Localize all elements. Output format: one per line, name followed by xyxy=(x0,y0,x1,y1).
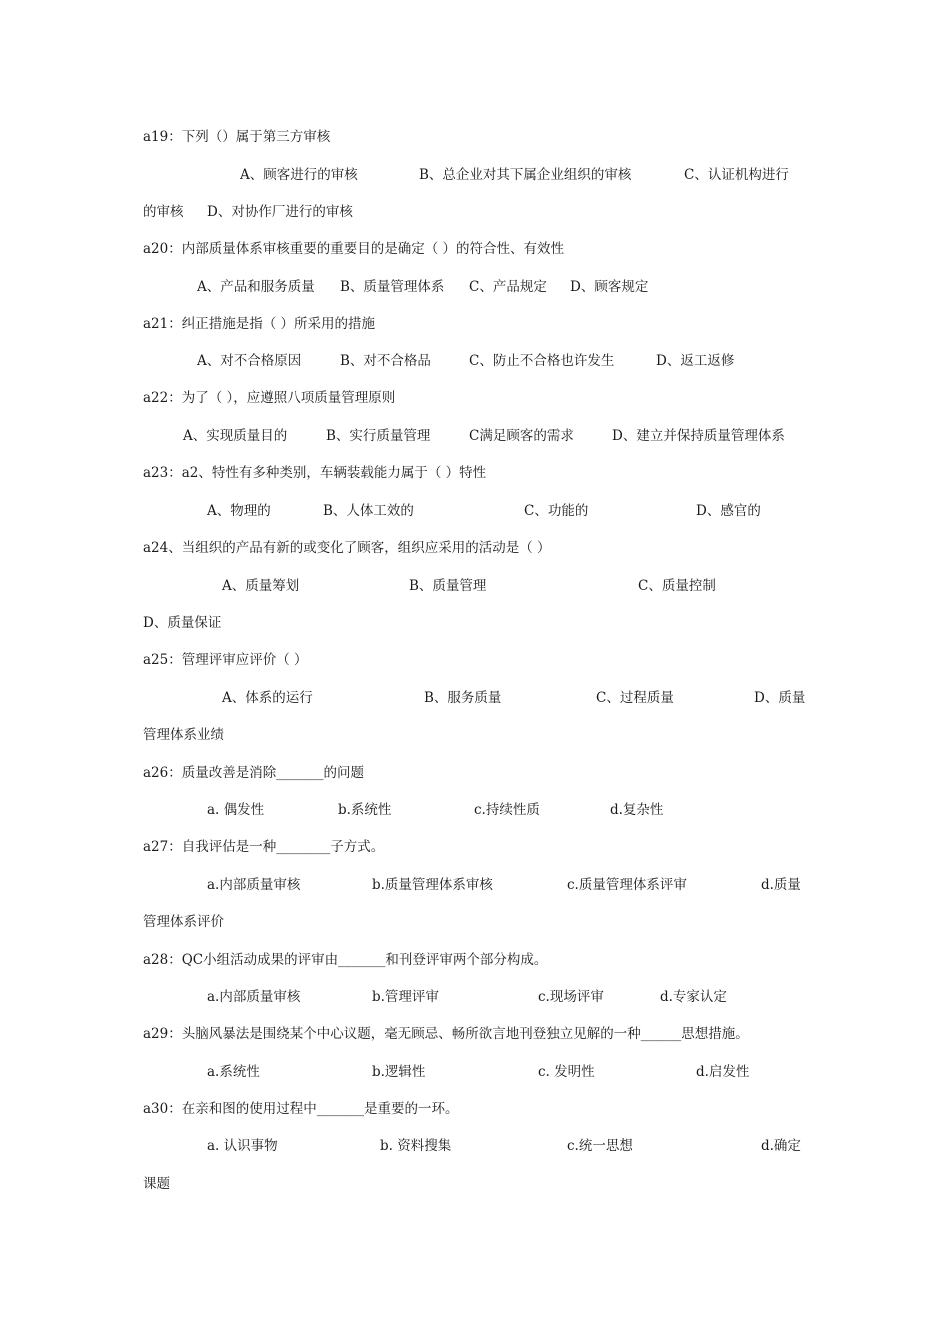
q19-option-a: A、顾客进行的审核 xyxy=(240,167,358,183)
question-19-stem: a19：下列（）属于第三方审核 xyxy=(143,129,331,145)
question-24-stem: a24、当组织的产品有新的或变化了顾客，组织应采用的活动是（ ） xyxy=(143,540,551,556)
q22-option-c: C满足顾客的需求 xyxy=(469,428,574,444)
q23-option-d: D、感官的 xyxy=(696,503,761,519)
q19-option-c-continued: 的审核 xyxy=(143,204,184,220)
q23-option-b: B、人体工效的 xyxy=(323,503,414,519)
question-25-stem: a25：管理评审应评价（ ） xyxy=(143,652,308,668)
question-23-stem: a23：a2、特性有多种类别，车辆装载能力属于（ ）特性 xyxy=(143,465,487,481)
q26-option-a: a. 偶发性 xyxy=(207,802,265,818)
q25-option-a: A、体系的运行 xyxy=(222,690,313,706)
q23-option-a: A、物理的 xyxy=(207,503,271,519)
q20-option-b: B、质量管理体系 xyxy=(340,279,445,295)
q24-option-b: B、质量管理 xyxy=(409,578,487,594)
q19-option-c: C、认证机构进行 xyxy=(684,167,789,183)
q19-option-b: B、总企业对其下属企业组织的审核 xyxy=(419,167,632,183)
q22-option-b: B、实行质量管理 xyxy=(326,428,431,444)
q22-option-d: D、建立并保持质量管理体系 xyxy=(612,428,785,444)
q30-option-c: c.统一思想 xyxy=(567,1138,633,1154)
q27-option-a: a.内部质量审核 xyxy=(207,877,301,893)
q27-option-d: d.质量 xyxy=(761,877,801,893)
q29-option-b: b.逻辑性 xyxy=(372,1064,426,1080)
question-29-stem: a29：头脑风暴法是围绕某个中心议题，毫无顾忌、畅所欲言地刊登独立见解的一种______思想措施。 xyxy=(143,1026,749,1042)
question-27-stem: a27：自我评估是一种________子方式。 xyxy=(143,839,385,855)
q28-option-b: b.管理评审 xyxy=(372,989,439,1005)
q24-option-c: C、质量控制 xyxy=(638,578,716,594)
q21-option-a: A、对不合格原因 xyxy=(197,353,302,369)
q24-option-a: A、质量筹划 xyxy=(222,578,300,594)
q26-option-d: d.复杂性 xyxy=(610,802,664,818)
q30-option-b: b. 资料搜集 xyxy=(380,1138,452,1154)
q20-option-d: D、顾客规定 xyxy=(570,279,649,295)
q25-option-c: C、过程质量 xyxy=(596,690,674,706)
question-21-stem: a21：纠正措施是指（ ）所采用的措施 xyxy=(143,316,376,332)
question-22-stem: a22：为了（ ），应遵照八项质量管理原则 xyxy=(143,390,396,406)
q27-option-b: b.质量管理体系审核 xyxy=(372,877,493,893)
q22-option-a: A、实现质量目的 xyxy=(183,428,288,444)
q30-option-d: d.确定 xyxy=(761,1138,801,1154)
q28-option-a: a.内部质量审核 xyxy=(207,989,301,1005)
q25-option-b: B、服务质量 xyxy=(424,690,502,706)
q28-option-d: d.专家认定 xyxy=(660,989,727,1005)
q28-option-c: c.现场评审 xyxy=(538,989,604,1005)
q21-option-d: D、返工返修 xyxy=(656,353,735,369)
q26-option-b: b.系统性 xyxy=(338,802,392,818)
q20-option-c: C、产品规定 xyxy=(469,279,547,295)
q20-option-a: A、产品和服务质量 xyxy=(197,279,315,295)
q29-option-c: c. 发明性 xyxy=(538,1064,595,1080)
q26-option-c: c.持续性质 xyxy=(474,802,540,818)
q30-option-a: a. 认识事物 xyxy=(207,1138,278,1154)
q29-option-d: d.启发性 xyxy=(696,1064,750,1080)
question-20-stem: a20：内部质量体系审核重要的重要目的是确定（ ）的符合性、有效性 xyxy=(143,241,565,257)
q25-option-d-continued: 管理体系业绩 xyxy=(143,727,224,743)
question-26-stem: a26：质量改善是消除_______的问题 xyxy=(143,765,364,781)
q21-option-b: B、对不合格品 xyxy=(340,353,431,369)
question-28-stem: a28：QC小组活动成果的评审由_______和刊登评审两个部分构成。 xyxy=(143,952,548,968)
q23-option-c: C、功能的 xyxy=(524,503,589,519)
q27-option-d-continued: 管理体系评价 xyxy=(143,914,224,930)
q27-option-c: c.质量管理体系评审 xyxy=(567,877,687,893)
q24-option-d: D、质量保证 xyxy=(143,615,222,631)
question-30-stem: a30：在亲和图的使用过程中_______是重要的一环。 xyxy=(143,1101,459,1117)
q25-option-d: D、质量 xyxy=(754,690,806,706)
q21-option-c: C、防止不合格也许发生 xyxy=(469,353,615,369)
q19-option-d: D、对协作厂进行的审核 xyxy=(207,204,353,220)
q29-option-a: a.系统性 xyxy=(207,1064,260,1080)
q30-option-d-continued: 课题 xyxy=(143,1176,170,1192)
